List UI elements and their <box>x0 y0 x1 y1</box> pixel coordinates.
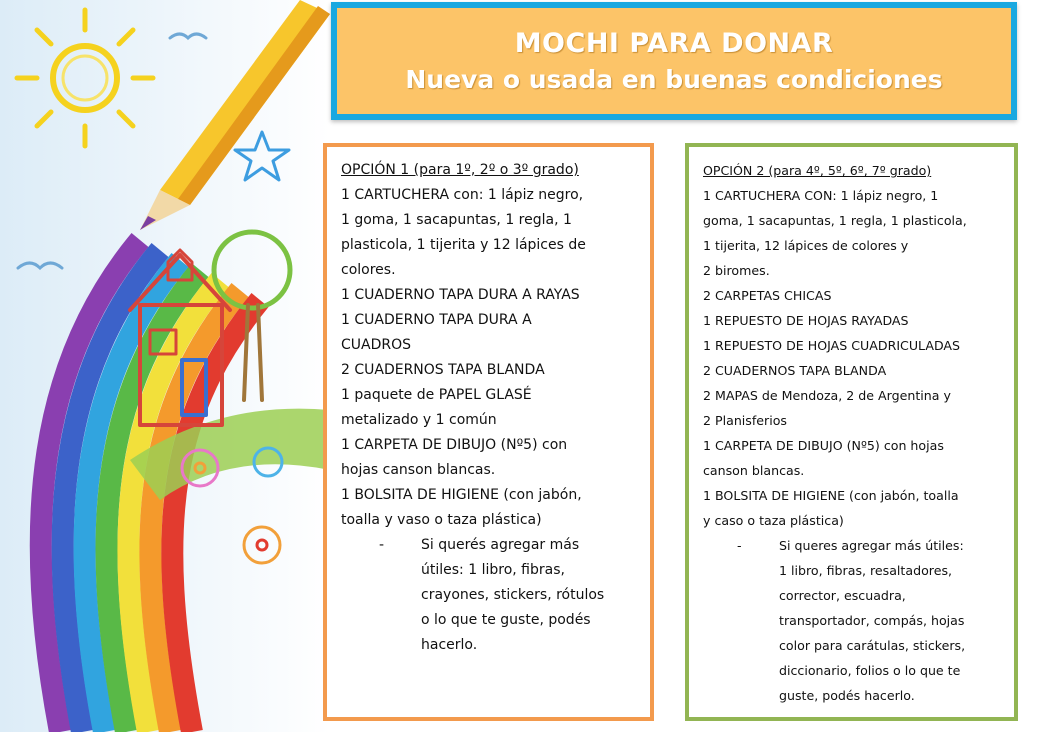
option-1-heading: OPCIÓN 1 (para 1º, 2º o 3º grado) <box>341 162 579 178</box>
option-2-line: y caso o taza plástica) <box>703 513 844 528</box>
option-1-line: 1 BOLSITA DE HIGIENE (con jabón, <box>341 487 582 503</box>
page-subtitle: Nueva o usada en buenas condiciones <box>405 65 943 94</box>
option-1-extra-line: Si querés agregar más <box>421 537 580 553</box>
option-1-extra-line: crayones, stickers, rótulos <box>421 587 605 603</box>
option-1-line: 1 CUADERNO TAPA DURA A RAYAS <box>341 287 580 303</box>
bullet-dash: - <box>737 538 742 553</box>
option-1-extras <box>341 533 636 658</box>
option-1-line: 2 CUADERNOS TAPA BLANDA <box>341 362 545 378</box>
option-2-extra-line: Si queres agregar más útiles: <box>779 538 964 553</box>
option-2-line: 1 REPUESTO DE HOJAS RAYADAS <box>703 313 909 328</box>
option-2-extra-line: color para carátulas, stickers, <box>779 638 966 653</box>
option-2-extra-line: diccionario, folios o lo que te <box>779 663 961 678</box>
option-2-line: 2 CUADERNOS TAPA BLANDA <box>703 363 887 378</box>
option-2-line: 2 MAPAS de Mendoza, 2 de Argentina y <box>703 388 951 403</box>
option-1-line: 1 paquete de PAPEL GLASÉ <box>341 387 532 403</box>
option-2-line: goma, 1 sacapuntas, 1 regla, 1 plasticola, <box>703 213 967 228</box>
option-2-box <box>685 143 1018 721</box>
option-2-extra-line: transportador, compás, hojas <box>779 613 965 628</box>
option-1-extra-line: útiles: 1 libro, fibras, <box>421 562 565 578</box>
option-2-line: 2 Planisferios <box>703 413 787 428</box>
header-banner <box>331 2 1017 120</box>
option-2-extra-line: corrector, escuadra, <box>779 588 906 603</box>
option-1-line: 1 CARPETA DE DIBUJO (Nº5) con <box>341 437 568 453</box>
option-2-line: 1 BOLSITA DE HIGIENE (con jabón, toalla <box>703 488 959 503</box>
option-1-line: plasticola, 1 tijerita y 12 lápices de <box>341 237 586 253</box>
option-1-line: CUADROS <box>341 337 412 353</box>
option-1-extra-line: o lo que te guste, podés <box>421 612 591 628</box>
option-1-extra-line: hacerlo. <box>421 637 478 653</box>
option-1-line: 1 goma, 1 sacapuntas, 1 regla, 1 <box>341 212 572 228</box>
option-2-extra-line: guste, podés hacerlo. <box>779 688 915 703</box>
option-2-line: 1 CARPETA DE DIBUJO (Nº5) con hojas <box>703 438 944 453</box>
option-1-line: 1 CUADERNO TAPA DURA A <box>341 312 532 328</box>
school-illustration <box>0 0 330 732</box>
option-2-line: 1 CARTUCHERA CON: 1 lápiz negro, 1 <box>703 188 939 203</box>
option-2-line: 1 tijerita, 12 lápices de colores y <box>703 238 909 253</box>
page-title: MOCHI PARA DONAR <box>514 28 834 59</box>
option-2-extras <box>703 533 1004 708</box>
option-2-line: 1 REPUESTO DE HOJAS CUADRICULADAS <box>703 338 961 353</box>
bullet-dash: - <box>379 537 385 553</box>
option-2-line: 2 biromes. <box>703 263 770 278</box>
option-2-heading: OPCIÓN 2 (para 4º, 5º, 6º, 7º grado) <box>703 163 932 178</box>
option-2-line: canson blancas. <box>703 463 805 478</box>
option-2-extra-line: 1 libro, fibras, resaltadores, <box>779 563 953 578</box>
option-2-line: 2 CARPETAS CHICAS <box>703 288 832 303</box>
option-1-line: toalla y vaso o taza plástica) <box>341 512 542 528</box>
option-1-line: colores. <box>341 262 396 278</box>
option-1-line: hojas canson blancas. <box>341 462 496 478</box>
option-1-line: metalizado y 1 común <box>341 412 497 428</box>
option-1-box <box>323 143 654 721</box>
option-1-line: 1 CARTUCHERA con: 1 lápiz negro, <box>341 187 584 203</box>
